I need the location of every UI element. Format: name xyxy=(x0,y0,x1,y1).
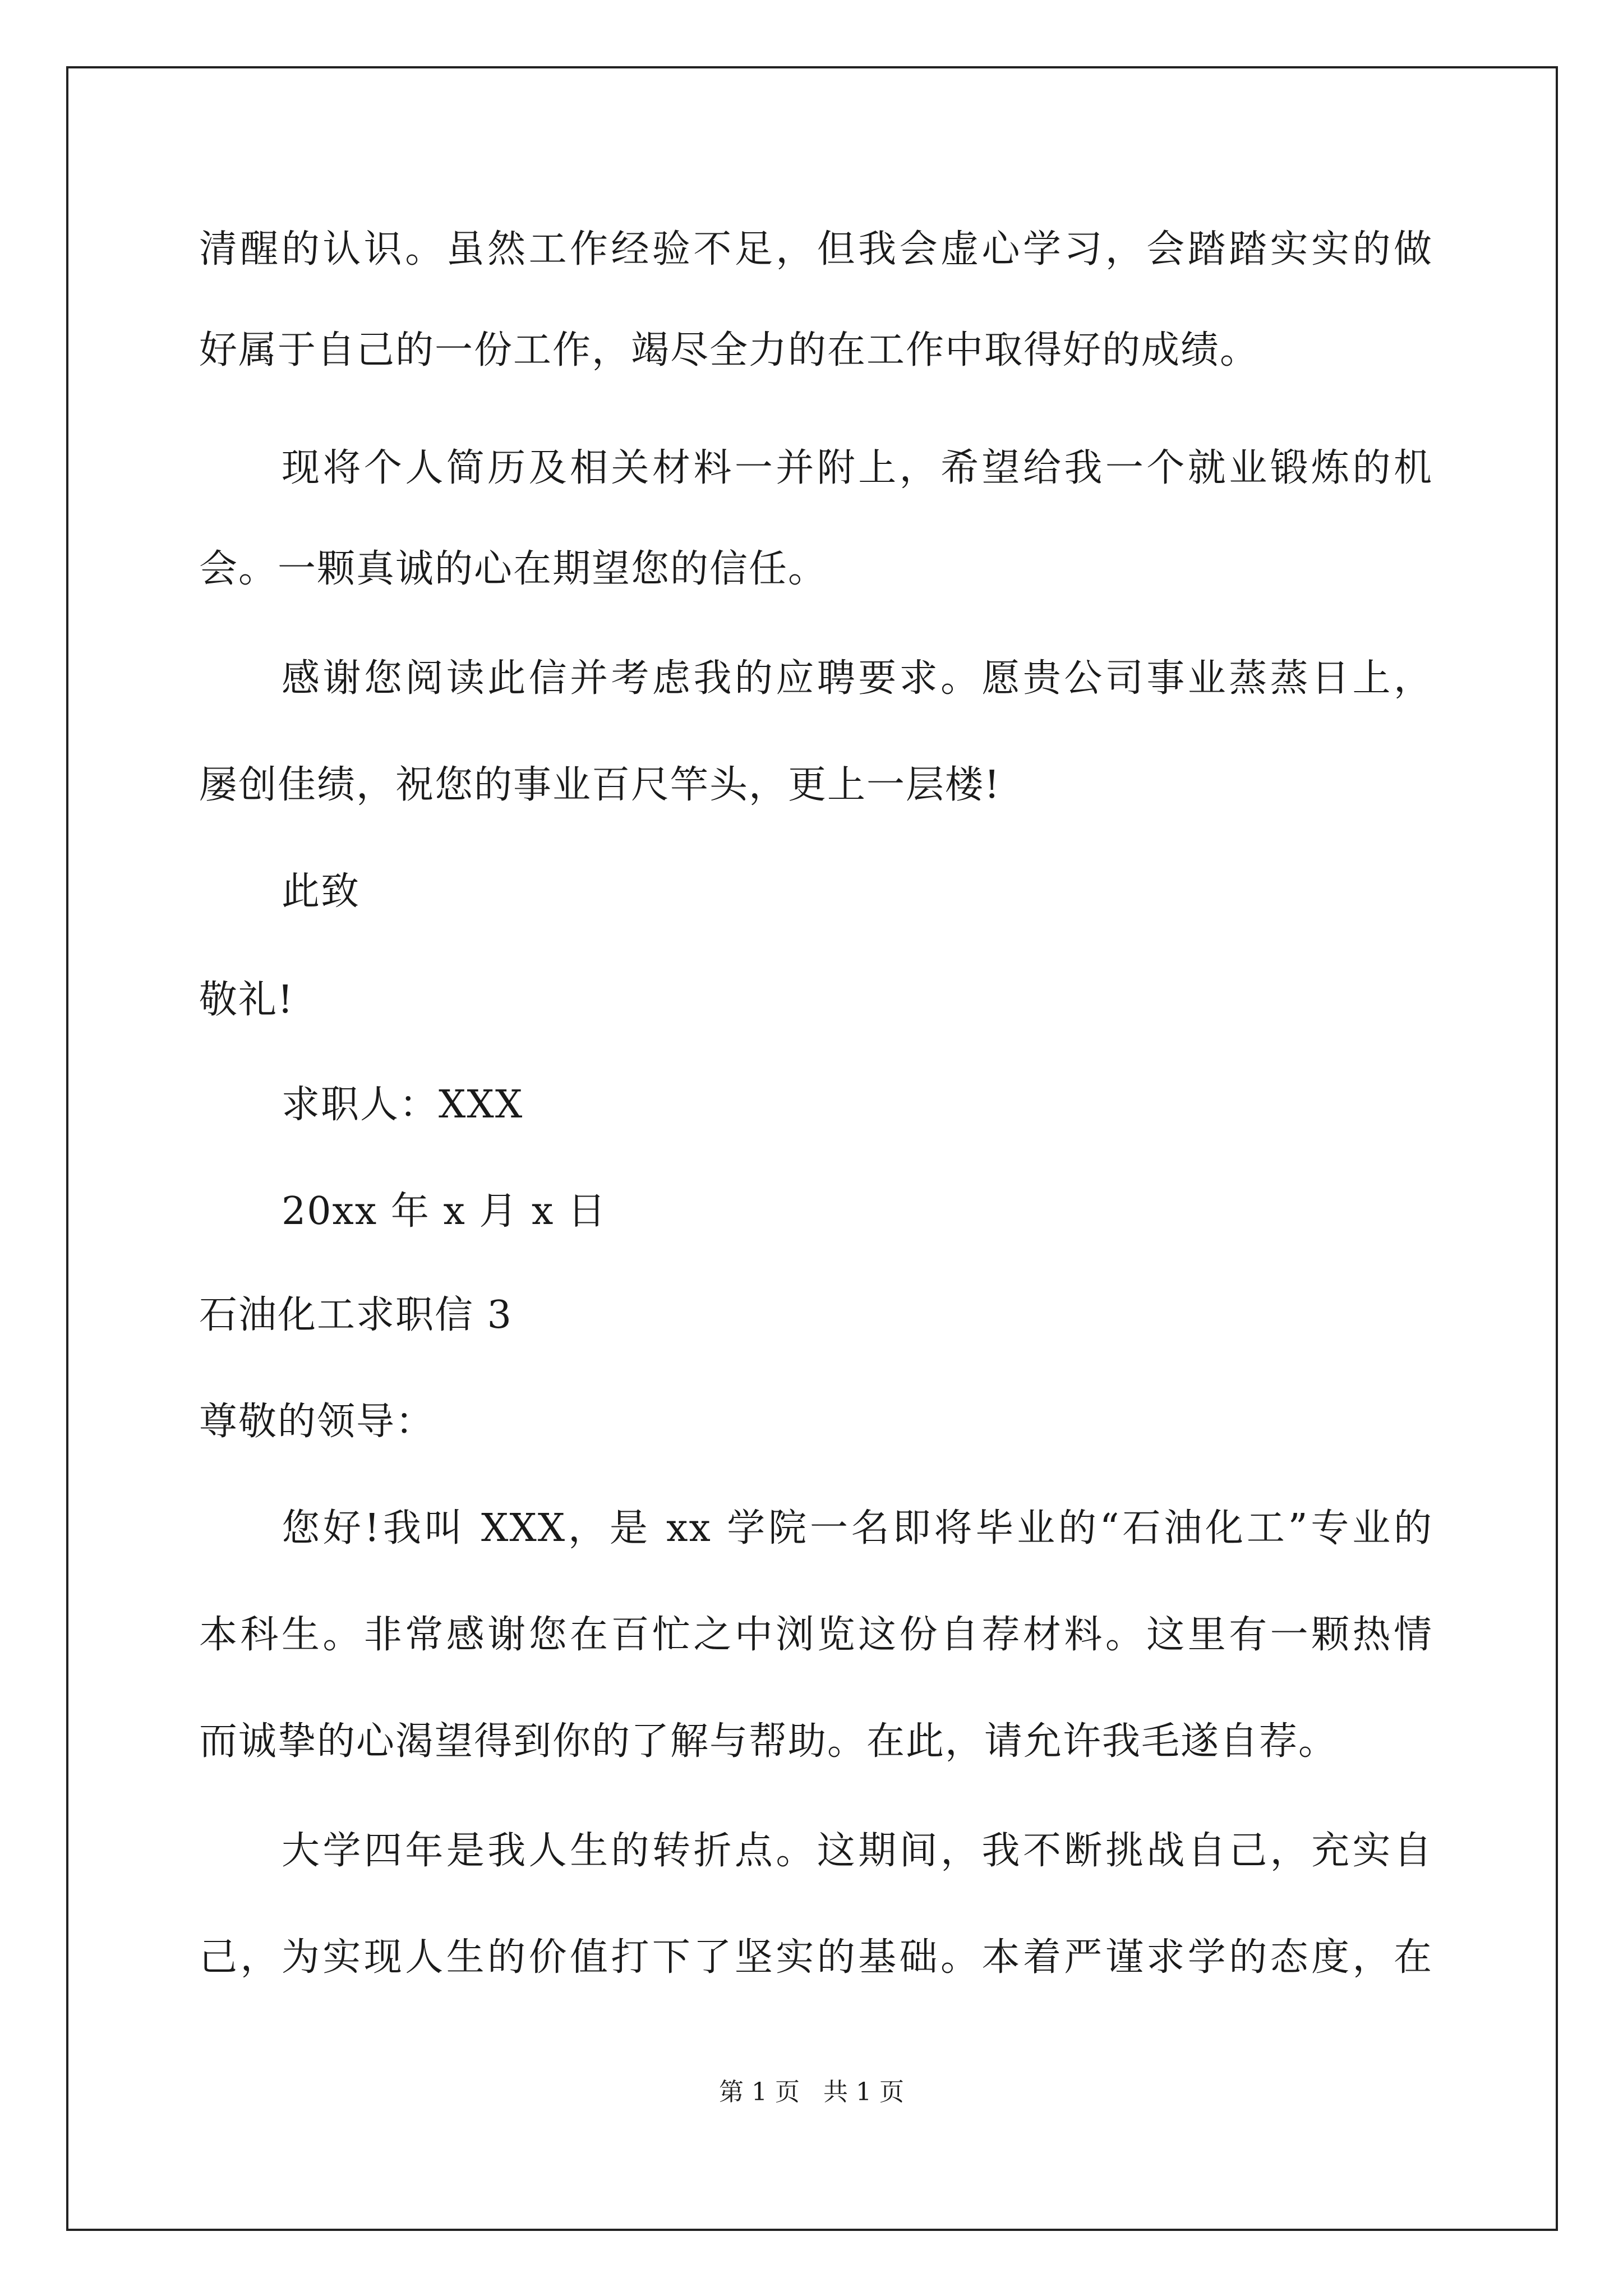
body-line-5: 感谢您阅读此信并考虑我的应聘要求。愿贵公司事业蒸蒸日上， xyxy=(282,656,1433,701)
body-line-8: 本科生。非常感谢您在百忙之中浏览这份自荐材料。这里有一颗热情 xyxy=(199,1613,1433,1657)
body-line-3: 现将个人简历及相关材料一并附上，希望给我一个就业锻炼的机 xyxy=(282,446,1433,490)
section-heading: 石油化工求职信 3 xyxy=(199,1293,513,1337)
body-line-11: 己，为实现人生的价值打下了坚实的基础。本着严谨求学的态度，在 xyxy=(199,1935,1433,1980)
salutation-closing: 此致 xyxy=(282,869,361,914)
body-line-4: 会。一颗真诚的心在期望您的信任。 xyxy=(199,547,828,591)
page-footer: 第 1 页 共 1 页 xyxy=(719,2078,904,2106)
body-line-10: 大学四年是我人生的转折点。这期间，我不断挑战自己，充实自 xyxy=(282,1829,1433,1873)
body-line-7: 您好!我叫 XXX，是 xx 学院一名即将毕业的“石油化工”专业的 xyxy=(282,1506,1433,1550)
signature-date: 20xx 年 x 月 x 日 xyxy=(282,1189,607,1234)
body-line-9: 而诚挚的心渴望得到你的了解与帮助。在此，请允许我毛遂自荐。 xyxy=(199,1719,1338,1764)
body-line-6: 屡创佳绩，祝您的事业百尺竿头，更上一层楼! xyxy=(199,763,1001,807)
greeting: 尊敬的领导： xyxy=(199,1400,435,1444)
page-border xyxy=(66,66,1558,2231)
body-line-1: 清醒的认识。虽然工作经验不足，但我会虚心学习，会踏踏实实的做 xyxy=(199,227,1433,272)
body-line-2: 好属于自己的一份工作，竭尽全力的在工作中取得好的成绩。 xyxy=(199,328,1260,372)
regards: 敬礼! xyxy=(199,978,294,1022)
signature-applicant: 求职人：XXX xyxy=(282,1083,524,1127)
